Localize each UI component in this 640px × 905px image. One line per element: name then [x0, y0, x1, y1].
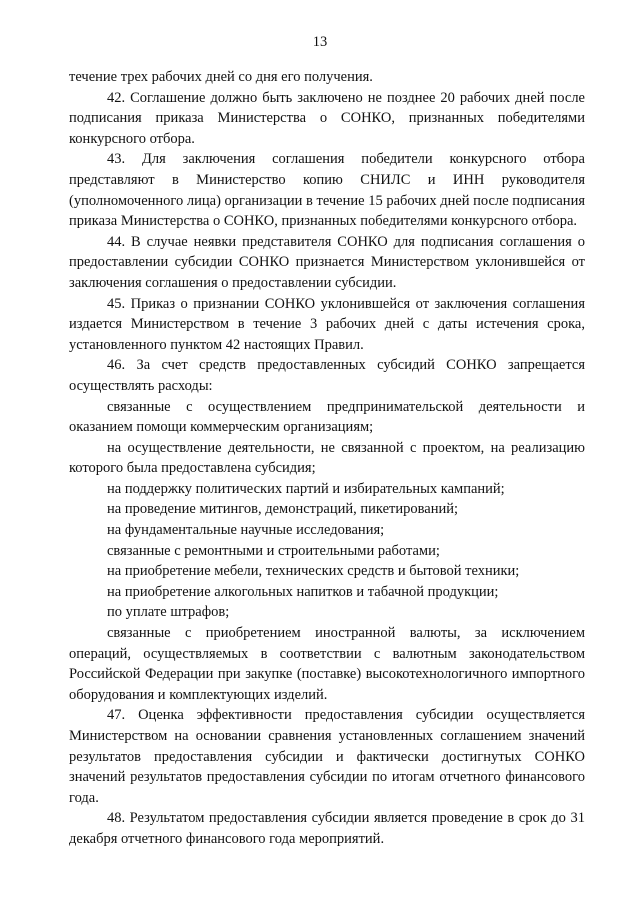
paragraph-47: 47. Оценка эффективности предоставления субсидии осуществляется Министерством на основании сравнения установленных соглашением значений результатов предоставления субсидии и фактически достигнутых СОНКО значений результатов предоставления субсидии по итогам отчетного финансового года.: [69, 707, 585, 806]
paragraph-continuation: течение трех рабочих дней со дня его получения.: [69, 69, 373, 85]
list-item-entrepreneurship: связанные с осуществлением предпринимательской деятельности и оказанием помощи коммерческим организациям;: [69, 398, 585, 436]
page-number: 13: [312, 34, 328, 50]
list-item-political-support: на поддержку политических партий и избирательных кампаний;: [107, 480, 505, 497]
paragraph-46: 46. За счет средств предоставленных субсидий СОНКО запрещается осуществлять расходы:: [69, 357, 585, 394]
list-item-fines: по уплате штрафов;: [107, 604, 230, 621]
list-item-unrelated-activity: на осуществление деятельности, не связанной с проектом, на реализацию которого была предоставлена субсидия;: [69, 439, 585, 477]
paragraph-42: 42. Соглашение должно быть заключено не позднее 20 рабочих дней после подписания приказа Министерства о СОНКО, признанных победителями конкурсного отбора.: [69, 89, 585, 147]
list-item-fundamental-research: на фундаментальные научные исследования;: [107, 522, 385, 539]
list-item-furniture: на приобретение мебели, технических средств и бытовой техники;: [107, 563, 520, 580]
list-item-alcohol-tobacco: на приобретение алкогольных напитков и табачной продукции;: [107, 583, 499, 600]
list-item-repair-works: связанные с ремонтными и строительными работами;: [107, 542, 440, 559]
paragraph-45: 45. Приказ о признании СОНКО уклонившейся от заключения соглашения издается Министерством в течение 3 рабочих дней с даты истечения срока, установленного пунктом 42 настоящих Правил.: [69, 295, 585, 353]
document-body: [69, 67, 585, 850]
paragraph-44: 44. В случае неявки представителя СОНКО для подписания соглашения о предоставлении субсидии СОНКО признается Министерством уклонившейся от заключения соглашения о предоставлении субсидии.: [69, 233, 585, 291]
list-item-foreign-currency: связанные с приобретением иностранной валюты, за исключением операций, осуществляемых в соответствии с валютным законодательством Российской Федерации при закупке (поставке) высокотехнологичного импортного оборудования и комплектующих изделий.: [69, 625, 585, 703]
paragraph-48: 48. Результатом предоставления субсидии является проведение в срок до 31 декабря отчетного финансового года мероприятий.: [69, 810, 585, 847]
list-item-rallies: на проведение митингов, демонстраций, пикетирований;: [107, 501, 459, 518]
paragraph-43: 43. Для заключения соглашения победители конкурсного отбора представляют в Министерство копию СНИЛС и ИНН руководителя (уполномоченного лица) организации в течение 15 рабочих дней после подписания приказа Министерства о СОНКО, признанных победителями конкурсного отбора.: [69, 151, 585, 230]
